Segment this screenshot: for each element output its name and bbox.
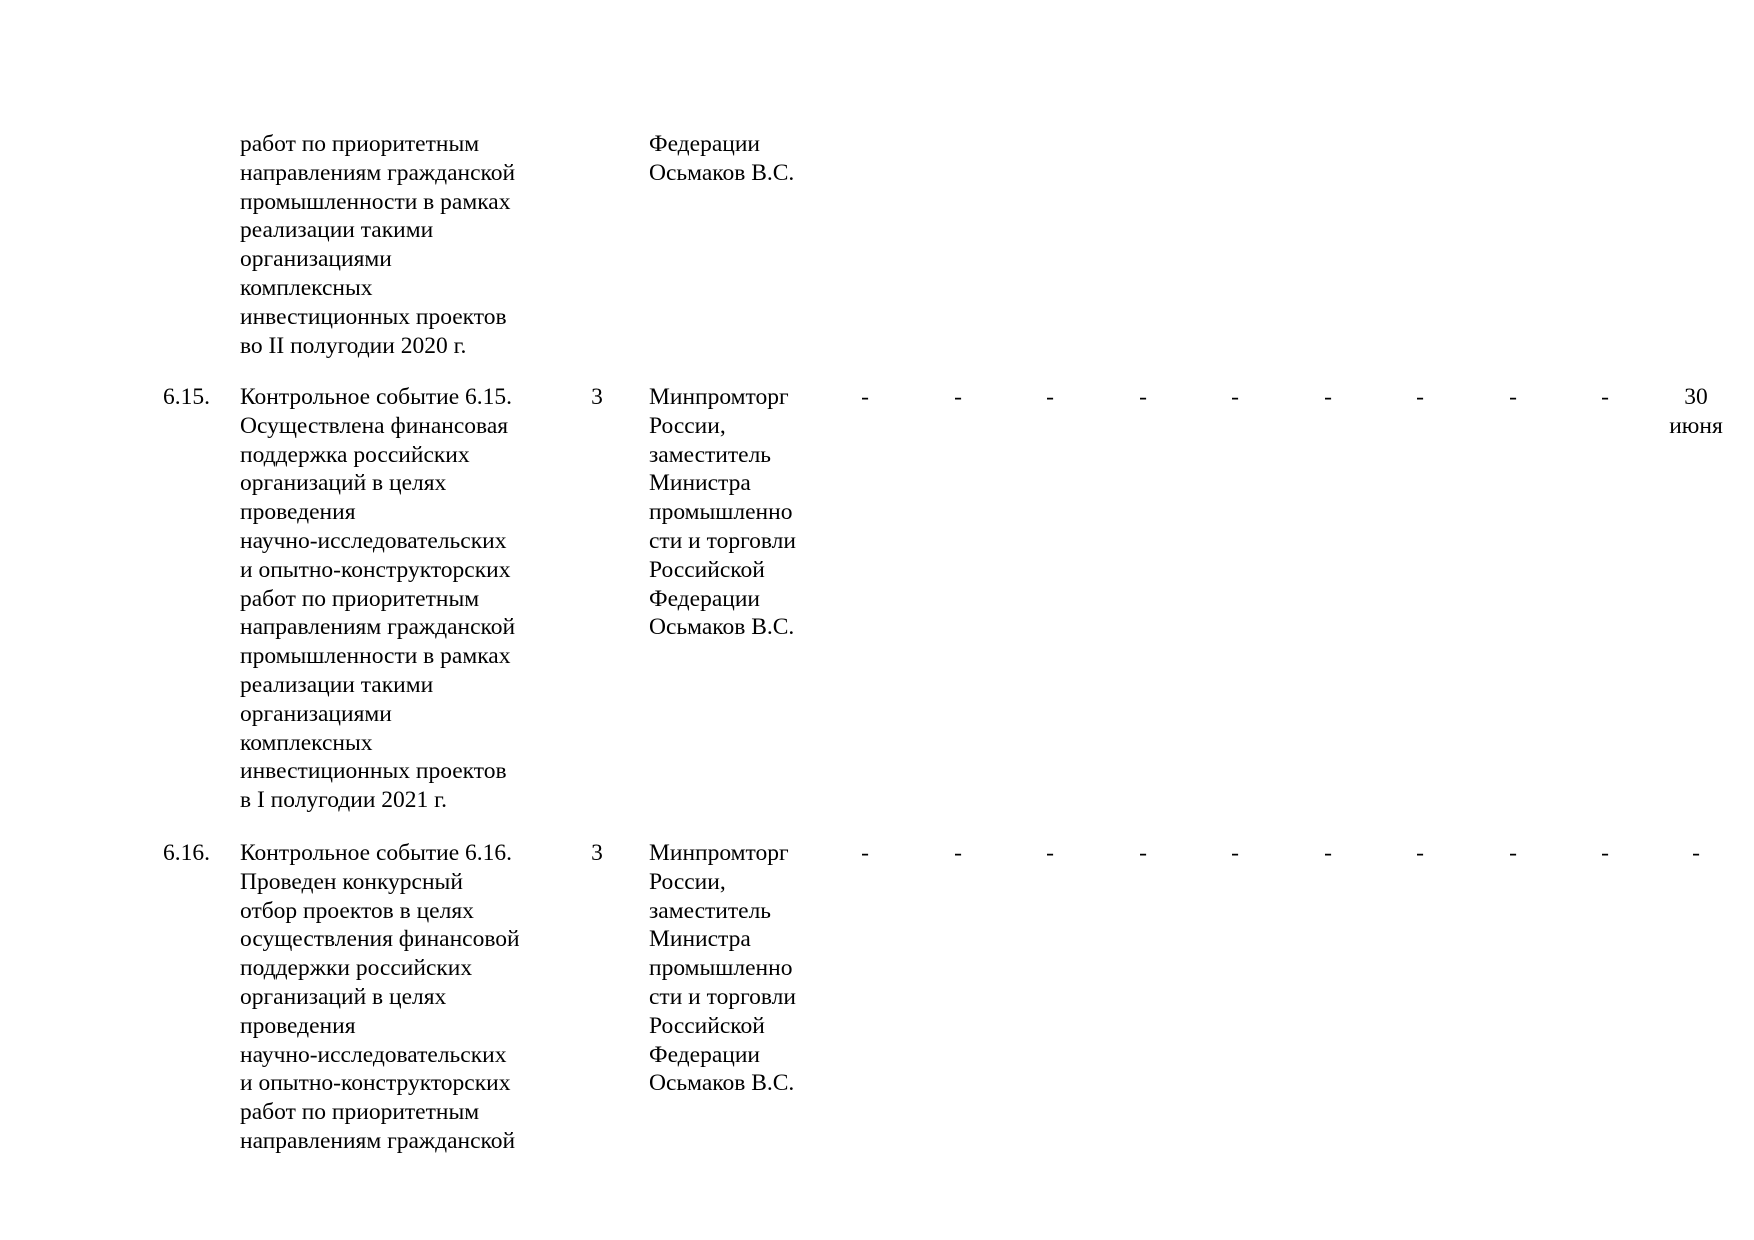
description-line: и опытно-конструкторских xyxy=(240,1070,511,1097)
level-cell: 3 xyxy=(591,840,603,866)
description-line: промышленности в рамках xyxy=(240,643,511,670)
dash-cell: - xyxy=(1231,384,1239,410)
dash-cell: - xyxy=(1509,384,1517,410)
responsible-line: Федерации xyxy=(649,131,760,157)
dash-cell: - xyxy=(954,840,962,866)
responsible-line: России, xyxy=(649,868,726,895)
dash-cell: - xyxy=(1416,840,1424,866)
description-line: поддержка российских xyxy=(240,441,470,468)
description-line: научно-исследовательских xyxy=(240,527,507,554)
description-line: Осуществлена финансовая xyxy=(240,412,509,439)
row-number: 6.16. xyxy=(163,840,210,866)
description-line: инвестиционных проектов xyxy=(240,758,507,785)
description-line: инвестиционных проектов xyxy=(240,303,507,330)
dash-cell: - xyxy=(1324,840,1332,866)
responsible-line: промышленно xyxy=(649,499,793,526)
deadline-line: 30 xyxy=(1684,384,1708,410)
description-line: реализации такими xyxy=(240,671,434,698)
description-line: комплексных xyxy=(240,729,373,756)
responsible-line: Осьмаков В.С. xyxy=(649,159,795,186)
description-line: организаций в целях xyxy=(240,470,447,497)
dash-cell: - xyxy=(1601,384,1609,410)
dash-cell: - xyxy=(1139,384,1147,410)
description-line: осуществления финансовой xyxy=(240,926,520,953)
responsible-line: России, xyxy=(649,412,726,439)
responsible-line: промышленно xyxy=(649,955,793,982)
dash-cell: - xyxy=(1324,384,1332,410)
responsible-cell xyxy=(649,130,794,188)
deadline-line: июня xyxy=(1669,412,1723,439)
responsible-line: сти и торговли xyxy=(649,527,796,554)
description-line: работ по приоритетным xyxy=(240,1099,480,1126)
responsible-line: заместитель xyxy=(649,897,772,924)
description-line: Проведен конкурсный xyxy=(240,868,463,895)
dash-cell: - xyxy=(954,384,962,410)
deadline-line: - xyxy=(1692,840,1700,866)
responsible-line: Российской xyxy=(649,1012,765,1039)
description-line: комплексных xyxy=(240,274,373,301)
dash-cell: - xyxy=(1139,840,1147,866)
responsible-line: Минпромторг xyxy=(649,384,789,410)
responsible-line: Осьмаков В.С. xyxy=(649,1070,795,1097)
dash-cell: - xyxy=(1416,384,1424,410)
responsible-line: Минпромторг xyxy=(649,840,789,866)
description-line: промышленности в рамках xyxy=(240,188,511,215)
responsible-line: Федерации xyxy=(649,585,760,612)
description-cell xyxy=(240,383,515,815)
description-line: проведения xyxy=(240,499,356,526)
responsible-line: Министра xyxy=(649,470,751,497)
responsible-line: Осьмаков В.С. xyxy=(649,614,795,641)
dash-cell: - xyxy=(1601,840,1609,866)
deadline-cell xyxy=(1667,839,1725,868)
responsible-line: Российской xyxy=(649,556,765,583)
description-cell xyxy=(240,130,515,360)
description-line: Контрольное событие 6.16. xyxy=(240,840,513,866)
description-line: направлениям гражданской xyxy=(240,614,516,641)
description-cell xyxy=(240,839,520,1156)
responsible-cell xyxy=(649,839,796,1098)
description-line: отбор проектов в целях xyxy=(240,897,474,924)
dash-cell: - xyxy=(861,840,869,866)
dash-cell: - xyxy=(1231,840,1239,866)
description-line: во II полугодии 2020 г. xyxy=(240,332,467,359)
description-line: проведения xyxy=(240,1012,356,1039)
description-line: направлениям гражданской xyxy=(240,159,516,186)
responsible-cell xyxy=(649,383,796,642)
responsible-line: сти и торговли xyxy=(649,983,796,1010)
description-line: организаций в целях xyxy=(240,983,447,1010)
description-line: организациями xyxy=(240,700,392,727)
row-number: 6.15. xyxy=(163,384,210,410)
description-line: работ по приоритетным xyxy=(240,585,480,612)
dash-cell: - xyxy=(1509,840,1517,866)
description-line: в I полугодии 2021 г. xyxy=(240,787,448,814)
deadline-cell xyxy=(1667,383,1725,441)
description-line: работ по приоритетным xyxy=(240,131,480,157)
description-line: научно-исследовательских xyxy=(240,1041,507,1068)
description-line: реализации такими xyxy=(240,217,434,244)
responsible-line: Федерации xyxy=(649,1041,760,1068)
dash-cell: - xyxy=(861,384,869,410)
description-line: направлениям гражданской xyxy=(240,1127,516,1154)
dash-cell: - xyxy=(1046,384,1054,410)
responsible-line: заместитель xyxy=(649,441,772,468)
description-line: организациями xyxy=(240,246,392,273)
responsible-line: Министра xyxy=(649,926,751,953)
level-cell: 3 xyxy=(591,384,603,410)
description-line: Контрольное событие 6.15. xyxy=(240,384,513,410)
description-line: и опытно-конструкторских xyxy=(240,556,511,583)
dash-cell: - xyxy=(1046,840,1054,866)
description-line: поддержки российских xyxy=(240,955,473,982)
